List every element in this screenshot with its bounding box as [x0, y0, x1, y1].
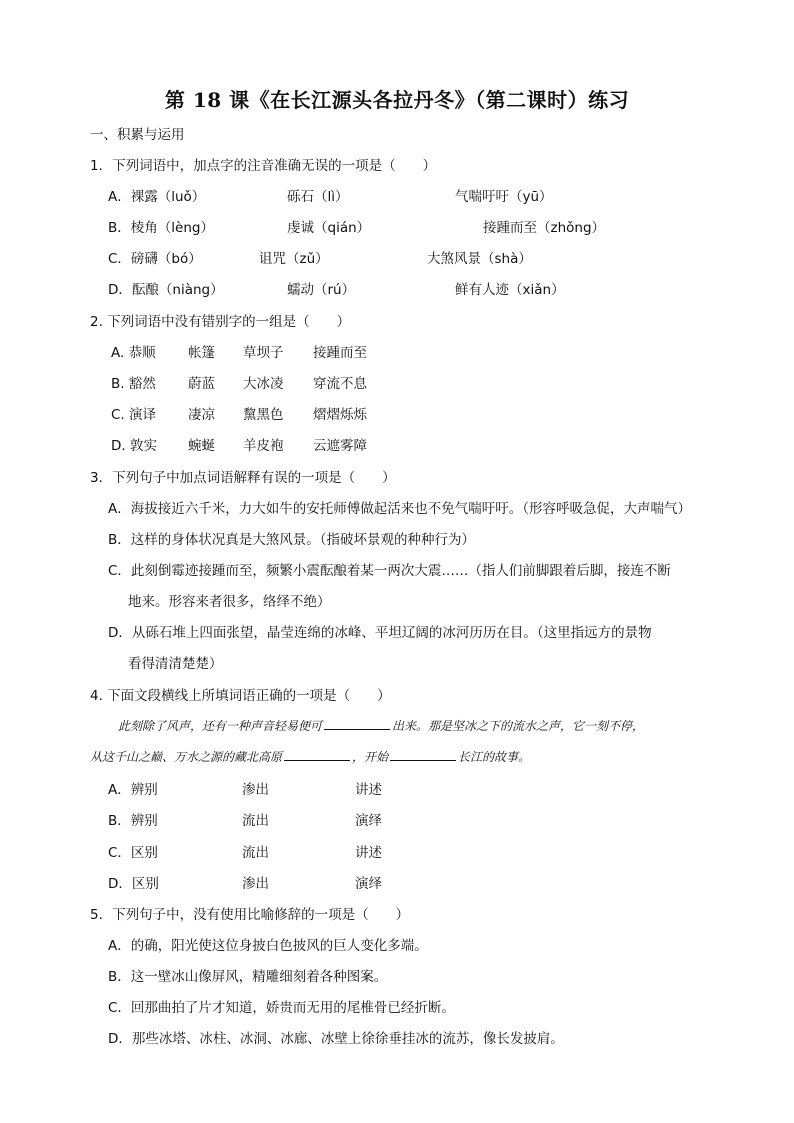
q5-option-a: A．的确，阳光使这位身披白色披风的巨人变化多端。: [108, 938, 428, 954]
q1-option-b-1: B．棱角（lèng）: [108, 220, 214, 236]
question-3-stem: 3．下列句子中加点词语解释有误的一项是（ ）: [90, 470, 396, 486]
fill-blank-2: [284, 748, 350, 761]
q3-option-c-line2: 地来。形容来者很多，络绎不绝）: [128, 594, 331, 610]
q3-option-c-line1: C．此刻倒霉迹接踵而至，频繁小震酝酿着某一两次大震……（指人们前脚跟着后脚，接连不断: [108, 563, 671, 579]
q2-option-d-2: 蜿蜒: [188, 438, 215, 454]
q5-option-b: B．这一壁冰山像屏风，精雕细刻着各种图案。: [108, 969, 388, 985]
question-2-stem: 2. 下列词语中没有错别字的一组是（ ）: [90, 314, 351, 330]
q4-option-d-1: D．区别: [108, 876, 159, 892]
q2-option-b-3: 大冰凌: [243, 376, 284, 392]
q3-option-a: A．海拔接近六千米，力大如牛的安托师傅做起活来也不免气喘吁吁。（形容呼吸急促，大声喘气）: [108, 501, 691, 517]
q1-option-c-2: 诅咒（zǔ）: [259, 251, 329, 267]
q1-option-a-1: A．裸露（luǒ）: [108, 189, 206, 205]
q4-passage-text: ，开始: [352, 750, 389, 764]
q1-option-d-2: 蠕动（rú）: [287, 282, 356, 298]
q2-option-b-1: B. 豁然: [111, 376, 156, 392]
q3-option-d-line2: 看得清清楚楚）: [128, 656, 223, 672]
q5-option-d: D．那些冰塔、冰柱、冰洞、冰廊、冰壁上徐徐垂挂冰的流苏，像长发披肩。: [108, 1031, 564, 1047]
fill-blank-1: [324, 717, 390, 730]
q1-option-c-1: C．磅礴（bó）: [108, 251, 202, 267]
q3-option-d-line1: D．从砾石堆上四面张望，晶莹连绵的冰峰、平坦辽阔的冰河历历在目。（这里指远方的景物: [108, 625, 652, 641]
q1-option-a-3: 气喘吁吁（yū）: [455, 189, 553, 205]
page-title: 第 18 课《在长江源头各拉丹冬》（第二课时）练习: [164, 88, 630, 112]
q1-option-d-3: 鲜有人迹（xiǎn）: [455, 282, 565, 298]
q4-option-c-3: 讲述: [355, 845, 382, 861]
q4-passage-text: 长江的故事。: [458, 750, 531, 764]
q1-option-b-3: 接踵而至（zhǒng）: [483, 220, 606, 236]
q4-option-c-2: 流出: [242, 845, 269, 861]
q4-option-b-1: B．辨别: [108, 813, 158, 829]
q4-option-a-3: 讲述: [355, 782, 382, 798]
q1-option-a-2: 砾石（lì）: [287, 189, 349, 205]
q2-option-b-4: 穿流不息: [313, 376, 367, 392]
q4-option-d-3: 演绎: [355, 876, 382, 892]
q2-option-c-1: C. 演译: [111, 407, 157, 423]
q4-passage-text: 此刻除了风声，还有一种声音轻易便可: [118, 719, 323, 733]
q2-option-a-2: 帐篷: [188, 345, 215, 361]
fill-blank-3: [390, 748, 456, 761]
q4-option-d-2: 渗出: [242, 876, 269, 892]
question-4-stem: 4. 下面文段横线上所填词语正确的一项是（ ）: [90, 688, 391, 704]
q1-option-b-2: 虔诚（qián）: [287, 220, 371, 236]
q1-option-d-1: D．酝酿（niàng）: [108, 282, 224, 298]
q4-option-a-1: A．辨别: [108, 782, 158, 798]
q4-passage-line1: [118, 717, 644, 735]
q4-passage-text: 出来。那是坚冰之下的流水之声，它一刻不停，: [392, 719, 645, 733]
question-1-stem: 1．下列词语中，加点字的注音准确无误的一项是（ ）: [90, 158, 437, 174]
q2-option-d-3: 羊皮袍: [243, 438, 284, 454]
q2-option-c-3: 黧黑色: [243, 407, 284, 423]
q1-option-c-3: 大煞风景（shà）: [427, 251, 532, 267]
q2-option-a-4: 接踵而至: [313, 345, 367, 361]
q4-option-c-1: C．区别: [108, 845, 158, 861]
q4-option-b-3: 演绎: [355, 813, 382, 829]
q4-passage-line2: [90, 748, 530, 766]
q2-option-a-3: 草坝子: [243, 345, 284, 361]
q2-option-c-4: 熠熠烁烁: [313, 407, 367, 423]
q4-passage-text: 从这千山之巅、万水之源的藏北高原: [90, 750, 283, 764]
q2-option-b-2: 蔚蓝: [188, 376, 215, 392]
q2-option-c-2: 凄凉: [188, 407, 215, 423]
q2-option-d-4: 云遮雾障: [313, 438, 367, 454]
q4-option-a-2: 渗出: [242, 782, 269, 798]
q2-option-d-1: D. 敦实: [111, 438, 157, 454]
q2-option-a-1: A. 恭顺: [111, 345, 156, 361]
q3-option-b: B．这样的身体状况真是大煞风景。（指破坏景观的种种行为）: [108, 532, 476, 548]
q4-option-b-2: 流出: [242, 813, 269, 829]
section-heading: 一、积累与运用: [90, 127, 185, 143]
question-5-stem: 5．下列句子中，没有使用比喻修辞的一项是（ ）: [90, 907, 410, 923]
q5-option-c: C．回那曲拍了片才知道，娇贵而无用的尾椎骨已经折断。: [108, 1000, 455, 1016]
